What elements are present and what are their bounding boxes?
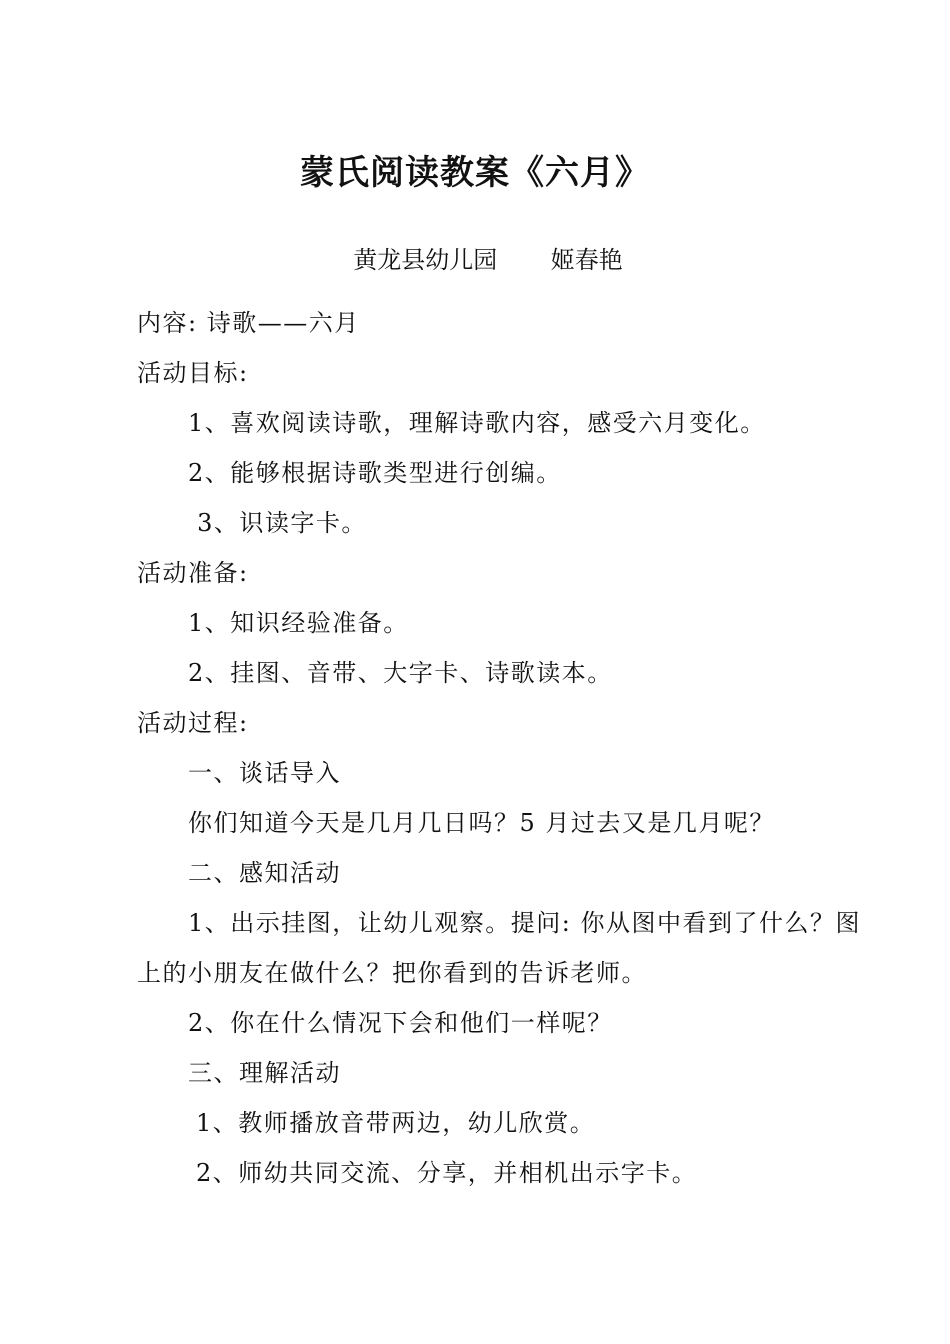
process-text: 你们知道今天是几月几日吗？5 月过去又是几月呢？ — [188, 809, 775, 837]
process-text-continued: 上的小朋友在做什么？把你看到的告诉老师。 — [137, 959, 647, 987]
goal-item: 2、能够根据诗歌类型进行创编。 — [188, 459, 562, 487]
content-line: 内容: 诗歌——六月 — [137, 309, 360, 337]
document-title: 蒙氏阅读教案《六月》 — [300, 153, 650, 193]
process-text: 2、你在什么情况下会和他们一样呢？ — [188, 1009, 613, 1037]
process-text: 2、师幼共同交流、分享，并相机出示字卡。 — [196, 1159, 698, 1187]
process-step-heading: 二、感知活动 — [188, 859, 341, 887]
section-heading-preparation: 活动准备: — [137, 559, 249, 587]
process-text: 1、教师播放音带两边，幼儿欣赏。 — [196, 1109, 596, 1137]
preparation-item: 1、知识经验准备。 — [188, 609, 409, 637]
process-step-heading: 一、谈话导入 — [188, 759, 341, 787]
process-step-heading: 三、理解活动 — [188, 1059, 341, 1087]
section-heading-goals: 活动目标: — [137, 359, 249, 387]
section-heading-process: 活动过程: — [137, 709, 249, 737]
process-text: 1、出示挂图，让幼儿观察。提问: 你从图中看到了什么？图 — [188, 909, 861, 937]
author-line: 黄龙县幼儿园 姬春艳 — [353, 246, 623, 274]
goal-item: 3、识读字卡。 — [188, 509, 367, 537]
goal-item: 1、喜欢阅读诗歌，理解诗歌内容，感受六月变化。 — [188, 409, 766, 437]
preparation-item: 2、挂图、音带、大字卡、诗歌读本。 — [188, 659, 613, 687]
